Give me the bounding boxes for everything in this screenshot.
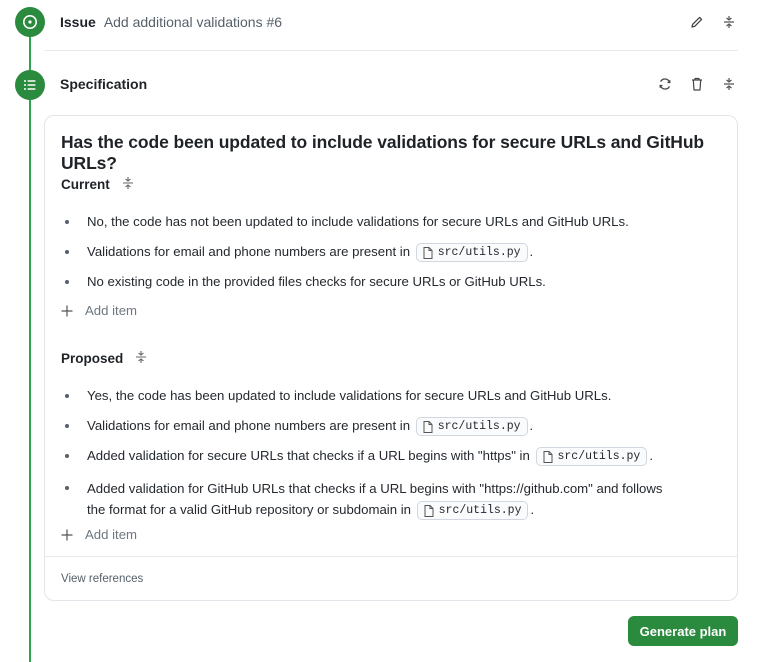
proposed-section-header [61, 350, 147, 367]
add-item-label: Add item [85, 527, 138, 542]
current-section-header [61, 176, 134, 193]
trash-icon[interactable] [688, 75, 706, 93]
list-item-text: No, the code has not been updated to include validations for secure URLs and GitHub URLs. [87, 214, 629, 229]
list-item [65, 478, 677, 520]
current-label: Current [61, 177, 110, 192]
add-item-button[interactable] [61, 303, 137, 318]
list-item-suffix: . [529, 418, 534, 433]
card-footer [45, 556, 737, 600]
list-item-suffix: . [529, 244, 534, 259]
list-item-text: Validations for email and phone numbers are present in [87, 244, 411, 259]
file-icon [423, 421, 433, 433]
list-item-text: Added validation for secure URLs that checks if a URL begins with "https" in [87, 448, 530, 463]
edit-pencil-icon[interactable] [688, 13, 706, 31]
list-item [65, 386, 611, 406]
plus-icon [61, 529, 73, 541]
proposed-label: Proposed [61, 351, 124, 366]
collapse-icon[interactable] [720, 75, 738, 93]
file-reference-chip[interactable] [417, 501, 529, 520]
issue-label: Issue [60, 14, 96, 30]
list-item-text: Validations for email and phone numbers are present in [87, 418, 411, 433]
file-reference-chip[interactable] [536, 447, 648, 466]
file-name: src/utils.py [557, 449, 641, 463]
list-item-text: No existing code in the provided files checks for secure URLs or GitHub URLs. [87, 274, 546, 289]
specification-label: Specification [60, 76, 148, 92]
specification-node-icon [15, 70, 45, 100]
section-divider [44, 50, 738, 51]
file-icon [543, 451, 553, 463]
list-item [65, 446, 653, 466]
file-icon [423, 247, 433, 259]
question-title: Has the code been updated to include validations for secure URLs and GitHub URLs? [61, 132, 705, 173]
file-name: src/utils.py [437, 419, 521, 433]
file-reference-chip[interactable] [416, 417, 528, 436]
file-icon [424, 505, 434, 517]
file-name: src/utils.py [437, 245, 521, 259]
collapse-icon[interactable] [135, 350, 147, 367]
issue-node-icon [15, 7, 45, 37]
file-reference-chip[interactable] [416, 243, 528, 262]
plus-icon [61, 305, 73, 317]
issue-title[interactable]: Add additional validations #6 [103, 14, 283, 30]
list-item-text: Added validation for GitHub URLs that checks if a URL begins with "https://github.com" and follows the format for a valid GitHub repository or subdomain in [87, 481, 663, 517]
generate-plan-button[interactable]: Generate plan [628, 616, 738, 646]
list-item [65, 272, 546, 292]
issue-header [60, 10, 738, 34]
specification-card [44, 115, 738, 601]
view-references-link[interactable]: View references [61, 572, 144, 585]
file-name: src/utils.py [438, 504, 522, 518]
list-item [65, 242, 533, 262]
collapse-icon[interactable] [122, 176, 134, 193]
add-item-label: Add item [85, 303, 138, 318]
list-item [65, 416, 533, 436]
specification-header [60, 72, 738, 96]
list-item-suffix: . [649, 448, 653, 463]
list-item-suffix: . [530, 502, 535, 517]
add-item-button[interactable] [61, 527, 137, 542]
list-item [65, 212, 629, 232]
timeline-rail [29, 22, 31, 662]
list-item-text: Yes, the code has been updated to include validations for secure URLs and GitHub URLs. [87, 388, 612, 403]
refresh-icon[interactable] [656, 75, 674, 93]
collapse-icon[interactable] [720, 13, 738, 31]
